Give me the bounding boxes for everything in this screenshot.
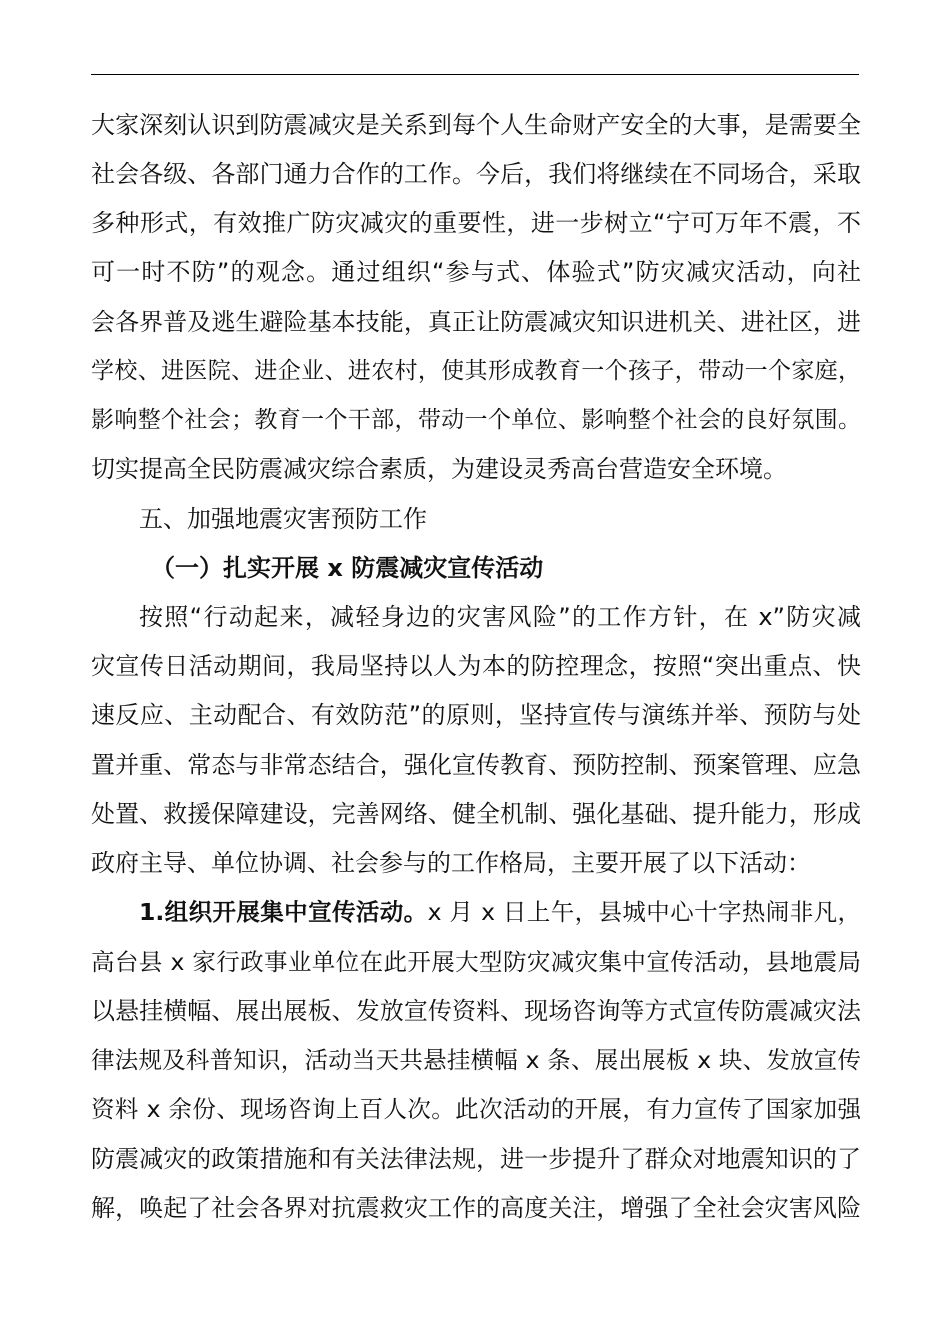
body-line: 切实提高全民防震减灾综合素质，为建设灵秀高台营造安全环境。 [91,455,787,483]
body-line: 大家深刻认识到防震减灾是关系到每个人生命财产安全的大事，是需要全 [91,111,861,139]
body-line: 资料 x 余份、现场咨询上百人次。此次活动的开展，有力宣传了国家加强 [91,1095,861,1123]
body-line: 防震减灾的政策措施和有关法律法规，进一步提升了群众对地震知识的了 [91,1145,861,1173]
item-text: x 月 x 日上午，县城中心十字热闹非凡， [427,898,861,926]
body-line: 解，唤起了社会各界对抗震救灾工作的高度关注，增强了全社会灾害风险 [91,1194,861,1222]
body-line: 律法规及科普知识，活动当天共悬挂横幅 x 条、展出展板 x 块、发放宣传 [91,1046,861,1074]
body-line: 社会各级、各部门通力合作的工作。今后，我们将继续在不同场合，采取 [91,160,861,188]
body-line: 政府主导、单位协调、社会参与的工作格局，主要开展了以下活动： [91,849,811,877]
body-line: 高台县 x 家行政事业单位在此开展大型防灾减灾集中宣传活动，县地震局 [91,948,861,976]
body-line: 可一时不防”的观念。通过组织“参与式、体验式”防灾减灾活动，向社 [91,258,861,286]
body-line: 影响整个社会；教育一个干部，带动一个单位、影响整个社会的良好氛围。 [91,407,861,433]
body-line: 会各界普及逃生避险基本技能，真正让防震减灾知识进机关、进社区，进 [91,308,861,336]
body-line: 处置、救援保障建设，完善网络、健全机制、强化基础、提升能力，形成 [91,800,861,828]
numbered-item [139,887,861,937]
header-rule [91,74,859,75]
body-line: 学校、进医院、进企业、进农村，使其形成教育一个孩子，带动一个家庭， [91,358,861,384]
section-heading: 五、加强地震灾害预防工作 [139,505,427,533]
item-heading: 1.组织开展集中宣传活动。 [139,898,428,926]
body-line: 置并重、常态与非常态结合，强化宣传教育、预防控制、预案管理、应急 [91,751,861,779]
subsection-heading: （一）扎实开展 x 防震减灾宣传活动 [151,554,544,582]
body-line: 灾宣传日活动期间，我局坚持以人为本的防控理念，按照“突出重点、快 [91,652,861,680]
body-line: 以悬挂横幅、展出展板、发放宣传资料、现场咨询等方式宣传防震减灾法 [91,997,861,1025]
body-line: 速反应、主动配合、有效防范”的原则，坚持宣传与演练并举、预防与处 [91,701,861,729]
body-line: 按照“行动起来，减轻身边的灾害风险”的工作方针，在 x”防灾减 [139,603,861,631]
body-line: 多种形式，有效推广防灾减灾的重要性，进一步树立“宁可万年不震，不 [91,209,861,237]
